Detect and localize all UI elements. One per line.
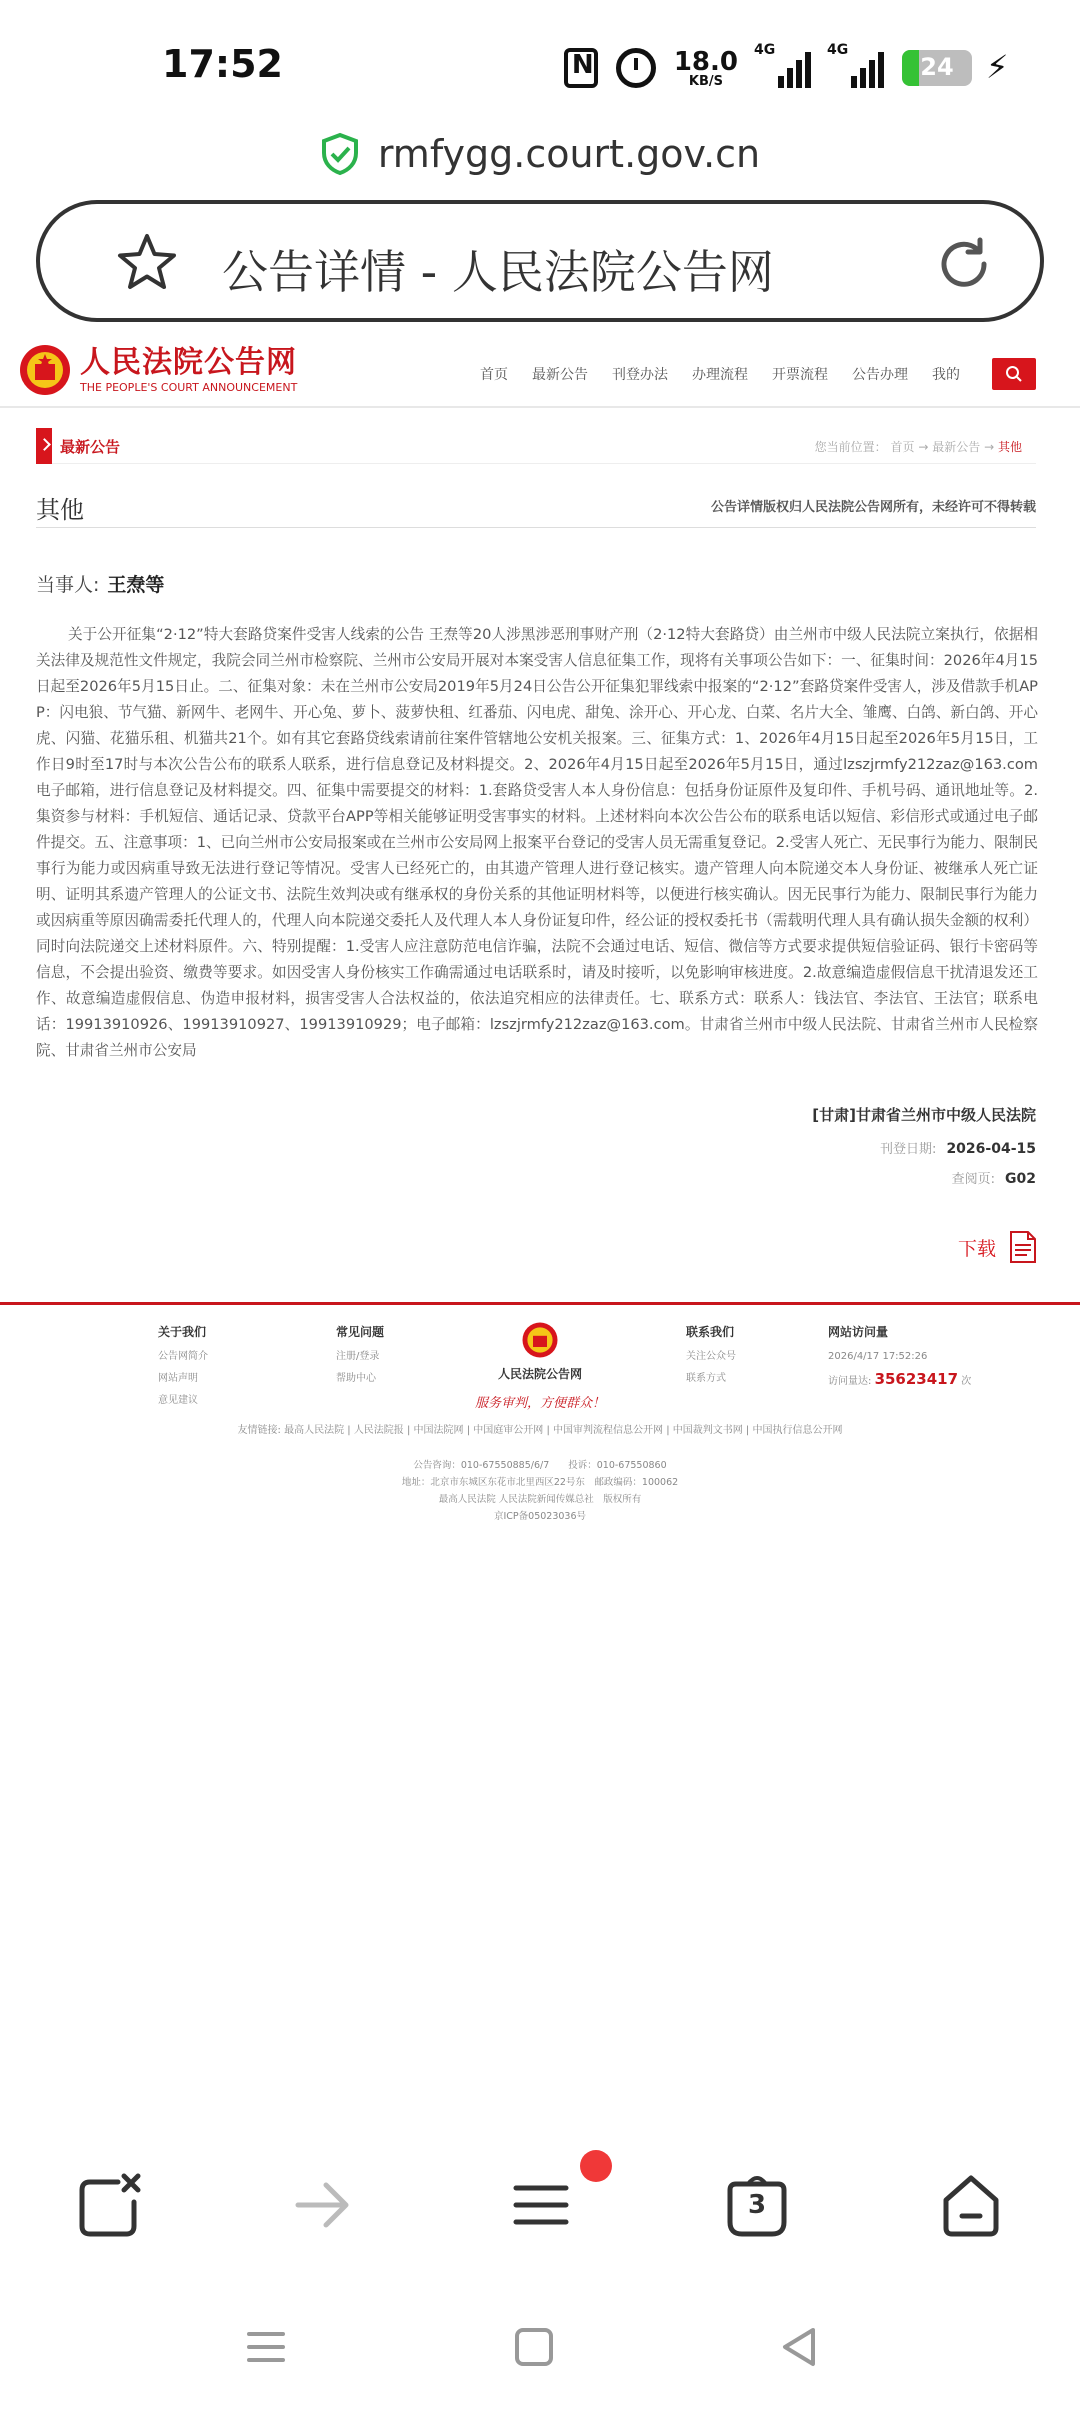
- visits-unit: 次: [961, 1376, 972, 1387]
- document-icon: [1008, 1230, 1038, 1264]
- footer-info: [0, 1457, 1080, 1525]
- party-label: 当事人:: [36, 574, 100, 596]
- friend-link[interactable]: 人民法院报: [353, 1425, 404, 1436]
- url-text: rmfygg.court.gov.cn: [377, 132, 761, 176]
- breadcrumb-separator: →: [984, 440, 995, 454]
- publish-date: 2026-04-15: [946, 1141, 1036, 1157]
- system-nav-bar: [0, 2300, 1080, 2412]
- signal-label-2: 4G: [827, 42, 849, 58]
- footer-contact-title: 联系我们: [686, 1325, 735, 1339]
- breadcrumb-latest[interactable]: 最新公告: [932, 440, 981, 454]
- breadcrumb: [36, 428, 1036, 464]
- footer-about: [158, 1323, 208, 1412]
- site-nav: [480, 364, 960, 384]
- site-header: [0, 340, 1080, 408]
- home-icon[interactable]: [936, 2170, 1006, 2240]
- site-logo-name: 人民法院公告网: [80, 345, 297, 380]
- page-label: 查阅页:: [951, 1172, 996, 1187]
- page-row: [952, 1168, 1036, 1187]
- footer-link[interactable]: 注册/登录: [336, 1351, 380, 1362]
- breadcrumb-prefix: 您当前位置：: [814, 440, 887, 454]
- friend-link[interactable]: 中国执行信息公开网: [752, 1425, 843, 1436]
- footer-visits: [828, 1323, 971, 1393]
- nfc-icon: [564, 48, 598, 88]
- copyright-note: 公告详情版权归人民法院公告网所有，未经许可不得转载: [710, 500, 1036, 515]
- visits-label: 访问量达:: [828, 1376, 872, 1387]
- footer-link[interactable]: 网站声明: [158, 1373, 198, 1384]
- charging-icon: [990, 48, 1010, 88]
- signal-icon-2: [827, 42, 884, 88]
- shield-check-icon: [320, 132, 360, 176]
- address-bar[interactable]: [36, 200, 1044, 322]
- url-row[interactable]: [0, 124, 1080, 184]
- visits-time: 2026/4/17 17:52:26: [828, 1351, 928, 1362]
- footer-visits-title: 网站访问量: [828, 1325, 889, 1339]
- breadcrumb-separator: →: [918, 440, 929, 454]
- tab-count: 3: [747, 2190, 767, 2220]
- section-title: 最新公告: [60, 438, 121, 456]
- friend-link[interactable]: 最高人民法院: [284, 1425, 345, 1436]
- net-speed-unit: KB/S: [688, 73, 723, 89]
- publish-date-row: [880, 1138, 1036, 1157]
- nav-handle[interactable]: 公告办理: [852, 367, 908, 383]
- footer-info-line: 最高人民法院 人民法院新闻传媒总社 版权所有: [438, 1494, 642, 1505]
- footer-link[interactable]: 公告网简介: [158, 1351, 208, 1362]
- party-name: 王焘等: [107, 574, 165, 596]
- friend-links: 友情链接: 最高人民法院 | 人民法院报 | 中国法院网 | 中国庭审公开网 | 中国审判流程信息公开网 | 中国裁判文书网 | 中国执行信息公开网: [237, 1425, 843, 1436]
- footer-info-line: 地址：北京市东城区东花市北里西区22号东 邮政编码：100062: [401, 1477, 679, 1488]
- download-link[interactable]: [958, 1230, 1038, 1264]
- footer-contact: [686, 1323, 736, 1390]
- footer-logo-name: 人民法院公告网: [497, 1367, 582, 1381]
- footer-link[interactable]: 联系方式: [686, 1373, 726, 1384]
- signal-label: 4G: [754, 42, 776, 58]
- friend-link[interactable]: 中国法院网: [413, 1425, 464, 1436]
- footer-link[interactable]: 帮助中心: [336, 1373, 376, 1384]
- battery-level: 24: [920, 53, 954, 81]
- status-time: 17:52: [162, 42, 283, 86]
- nav-process[interactable]: 办理流程: [692, 367, 748, 383]
- court-emblem-icon: [521, 1319, 559, 1361]
- close-tab-icon[interactable]: [74, 2170, 144, 2240]
- notification-dot: [580, 2150, 612, 2182]
- net-speed: [673, 46, 738, 89]
- breadcrumb-home[interactable]: 首页: [890, 440, 915, 454]
- category-row: [36, 488, 1036, 528]
- footer-link[interactable]: 意见建议: [158, 1395, 198, 1406]
- browser-toolbar: [0, 2150, 1080, 2260]
- notice-body: 关于公开征集“2·12”特大套路贷案件受害人线索的公告 王焘等20人涉黑涉恶刑事财产刑（2·12特大套路贷）由兰州市中级人民法院立案执行，依据相关法律及规范性文件规定，我院会同兰州市检察院、兰州市公安局开展对本案受害人信息征集工作，现将有关事项公告如下：一、征集时间：2026年4月15日起至2026年5月15日止。二、征集对象：未在兰州市公安局2019年5月24日公告公开征集犯罪线索中报案的“2·12”套路贷案件受害人，涉及借款手机APP：闪电狼、节气猫、新网牛、老网牛、开心兔、萝卜、菠萝快租、红番茄、闪电虎、甜兔、涂开心、开心龙、白菜、名片大全、雏鹰、白鸽、新白鸽、开心虎、闪猫、花猫乐租、机猫共21个。如有其它套路贷线索请前往案件管辖地公安机关报案。三、征集方式：1、2026年4月15日起至2026年5月15日，工作日9时至17时与本次公告公布的联系人联系，进行信息登记及材料提交。2、2026年4月15日起至2026年5月15日，通过lzszjrmfy212zaz@163.com电子邮箱，进行信息登记及材料提交。四、征集中需要提交的材料：1.套路贷受害人本人身份信息：包括身份证原件及复印件、手机号码、通讯地址等。2.集资参与材料：手机短信、通话记录、贷款平台APP等相关能够证明受害事实的材料。上述材料向本次公告公布的联系电话以短信、彩信形式或通过电子邮件提交。五、注意事项：1、已向兰州市公安局报案或在兰州市公安局网上报案平台登记的受害人员无需重复登记。2.受害人死亡、无民事行为能力、限制民事行为能力或因病重导致无法进行登记等情况。受害人已经死亡的，由其遗产管理人进行登记核实。遗产管理人向本院递交本人身份证、被继承人死亡证明、证明其系遗产管理人的公证文书、法院生效判决或有继承权的身份关系的其他证明材料等，以便进行核实确认。因无民事行为能力、限制民事行为能力或因病重等原因确需委托代理人的，代理人向本院递交委托人及代理人本人身份证复印件，经公证的授权委托书（需载明代理人具有确认损失金额的权利）同时向法院递交上述材料原件。六、特别提醒：1.受害人应注意防范电信诈骗，法院不会通过电话、短信、微信等方式要求提供短信验证码、银行卡密码等信息，不会提出验资、缴费等要求。如因受害人身份核实工作确需通过电话联系时，请及时接听，以免影响审核进度。2.故意编造虚假信息干扰清退发还工作、故意编造虚假信息、伪造申报材料，损害受害人合法权益的，依法追究相应的法律责任。七、联系方式：联系人：钱法官、李法官、王法官；联系电话：19913910926、19913910927、19913910929；电子邮箱：lzszjrmfy212zaz@163.com。甘肃省兰州市中级人民法院、甘肃省兰州市人民检察院、甘肃省兰州市公安局: [36, 626, 1038, 1059]
- signal-icon: [754, 42, 811, 88]
- friend-link[interactable]: 中国审判流程信息公开网: [553, 1425, 664, 1436]
- visits-count-row: [828, 1368, 971, 1393]
- recent-apps-icon[interactable]: [241, 2322, 291, 2372]
- star-icon[interactable]: [116, 232, 178, 294]
- alarm-icon: [616, 48, 656, 88]
- home-square-icon[interactable]: [509, 2322, 559, 2372]
- page-title: 公告详情 - 人民法院公告网: [222, 245, 774, 299]
- footer-faq: [336, 1323, 384, 1390]
- visits-count: 35623417: [874, 1370, 959, 1388]
- tabs-button[interactable]: [722, 2170, 792, 2240]
- court-name: [甘肃]甘肃省兰州市中级人民法院: [812, 1106, 1036, 1124]
- site-footer: [0, 1305, 1080, 1555]
- download-label: 下载: [957, 1237, 996, 1260]
- status-icons: [564, 44, 1010, 92]
- net-speed-value: 18.0: [673, 46, 738, 77]
- forward-icon[interactable]: [288, 2170, 358, 2240]
- footer-logo: [470, 1319, 610, 1411]
- nav-home[interactable]: 首页: [480, 367, 508, 383]
- chevron-right-icon: [36, 428, 52, 464]
- court-emblem-icon: [18, 340, 72, 400]
- nav-publish-method[interactable]: 刊登办法: [612, 367, 668, 383]
- footer-info-line: 京ICP备05023036号: [493, 1511, 587, 1522]
- friend-link[interactable]: 中国庭审公开网: [473, 1425, 544, 1436]
- nav-latest[interactable]: 最新公告: [532, 367, 588, 383]
- publish-date-label: 刊登日期:: [880, 1142, 937, 1157]
- footer-slogan: 服务审判，方便群众！: [474, 1396, 605, 1411]
- site-logo[interactable]: [18, 340, 297, 400]
- party-row: [36, 570, 164, 597]
- footer-info-line: 公告咨询：010-67550885/6/7 投诉：010-67550860: [413, 1460, 667, 1471]
- category-title: 其他: [36, 496, 84, 524]
- page-value: G02: [1005, 1171, 1036, 1187]
- footer-link[interactable]: 关注公众号: [686, 1351, 736, 1362]
- search-icon: [1005, 365, 1023, 383]
- battery-icon: [902, 50, 972, 86]
- breadcrumb-path: [815, 438, 1022, 455]
- search-button[interactable]: [992, 358, 1036, 390]
- nav-mine[interactable]: 我的: [932, 367, 960, 383]
- status-bar: [0, 0, 1080, 120]
- breadcrumb-current: 其他: [997, 440, 1022, 454]
- friend-links-label: 友情链接:: [237, 1425, 281, 1436]
- menu-icon[interactable]: [506, 2170, 576, 2240]
- site-logo-english: THE PEOPLE'S COURT ANNOUNCEMENT: [80, 381, 298, 394]
- footer-about-title: 关于我们: [158, 1325, 207, 1339]
- back-triangle-icon[interactable]: [775, 2322, 825, 2372]
- reload-icon[interactable]: [934, 234, 994, 294]
- nav-invoice[interactable]: 开票流程: [772, 367, 828, 383]
- footer-faq-title: 常见问题: [336, 1325, 385, 1339]
- friend-link[interactable]: 中国裁判文书网: [672, 1425, 743, 1436]
